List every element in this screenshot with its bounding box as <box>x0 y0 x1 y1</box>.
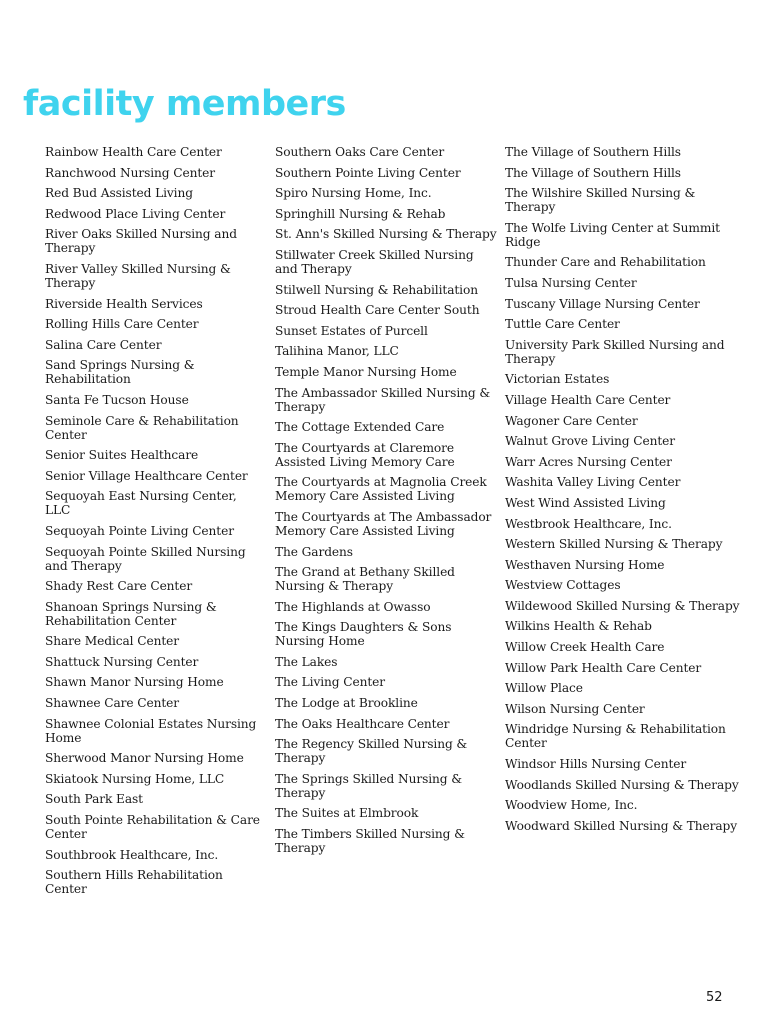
facility-name: Southbrook Healthcare, Inc. <box>45 847 219 862</box>
facility-column-3 <box>505 145 740 839</box>
facility-name: The Kings Daughters & Sons Nursing Home <box>275 620 452 649</box>
facility-name: Sand Springs Nursing & Rehabilitation <box>45 358 195 387</box>
facility-name: The Springs Skilled Nursing & Therapy <box>275 771 463 800</box>
facility-name: St. Ann's Skilled Nursing & Therapy <box>275 227 497 242</box>
facility-name: Sequoyah Pointe Living Center <box>45 523 234 538</box>
facility-name: Shawn Manor Nursing Home <box>45 675 224 690</box>
facility-name: The Ambassador Skilled Nursing & Therapy <box>275 385 491 414</box>
facility-name: Victorian Estates <box>505 372 610 387</box>
facility-name: University Park Skilled Nursing and Therapy <box>505 337 725 366</box>
facility-name: Redwood Place Living Center <box>45 206 226 221</box>
facility-name: Western Skilled Nursing & Therapy <box>505 537 723 552</box>
facility-name: Tuttle Care Center <box>505 317 620 332</box>
facility-name: Rolling Hills Care Center <box>45 317 199 332</box>
facility-name: Woodview Home, Inc. <box>505 798 638 813</box>
facility-name: Westview Cottages <box>505 578 621 593</box>
facility-name: South Pointe Rehabilitation & Care Center <box>45 813 260 842</box>
facility-name: The Lakes <box>275 654 338 669</box>
facility-name: Springhill Nursing & Rehab <box>275 206 446 221</box>
facility-column-2 <box>275 145 497 862</box>
facility-name: Windsor Hills Nursing Center <box>505 757 687 772</box>
facility-name: Warr Acres Nursing Center <box>505 454 672 469</box>
facility-name: The Village of Southern Hills <box>505 165 681 180</box>
facility-name: Willow Creek Health Care <box>505 640 665 655</box>
facility-name: The Courtyards at Claremore Assisted Living Memory Care <box>275 440 455 469</box>
facility-name: The Wilshire Skilled Nursing & Therapy <box>505 186 696 215</box>
facility-name: Wilson Nursing Center <box>505 701 645 716</box>
facility-name: Ranchwood Nursing Center <box>45 165 215 180</box>
facility-name: Willow Park Health Care Center <box>505 660 702 675</box>
facility-name: Share Medical Center <box>45 634 179 649</box>
facility-name: Thunder Care and Rehabilitation <box>505 255 706 270</box>
facility-name: Windridge Nursing & Rehabilitation Center <box>505 722 726 751</box>
facility-name: Stroud Health Care Center South <box>275 303 480 318</box>
facility-name: Shattuck Nursing Center <box>45 654 199 669</box>
facility-name: Wagoner Care Center <box>505 413 638 428</box>
facility-name: River Valley Skilled Nursing & Therapy <box>45 261 231 290</box>
facility-name: The Timbers Skilled Nursing & Therapy <box>275 827 465 856</box>
facility-name: The Cottage Extended Care <box>275 420 445 435</box>
facility-name: The Lodge at Brookline <box>275 696 418 711</box>
facility-name: Sherwood Manor Nursing Home <box>45 751 244 766</box>
facility-name: Woodward Skilled Nursing & Therapy <box>505 818 738 833</box>
facility-name: Seminole Care & Rehabilitation Center <box>45 413 239 442</box>
facility-name: Salina Care Center <box>45 337 162 352</box>
facility-name: Washita Valley Living Center <box>505 475 681 490</box>
facility-name: The Courtyards at Magnolia Creek Memory Care Assisted Living <box>275 475 487 504</box>
facility-name: Senior Village Healthcare Center <box>45 468 248 483</box>
facility-name: Wildewood Skilled Nursing & Therapy <box>505 598 740 613</box>
facility-name: The Grand at Bethany Skilled Nursing & Therapy <box>275 565 455 594</box>
facility-name: Village Health Care Center <box>505 392 671 407</box>
facility-name: Walnut Grove Living Center <box>505 434 675 449</box>
facility-name: Rainbow Health Care Center <box>45 145 222 159</box>
facility-name: River Oaks Skilled Nursing and Therapy <box>45 227 237 256</box>
facility-name: Shawnee Care Center <box>45 696 179 711</box>
facility-name: The Living Center <box>275 675 385 690</box>
facility-name: The Courtyards at The Ambassador Memory Care Assisted Living <box>275 509 492 538</box>
facility-name: The Wolfe Living Center at Summit Ridge <box>505 220 720 249</box>
facility-name: The Highlands at Owasso <box>275 599 431 614</box>
facility-name: Sequoyah East Nursing Center, LLC <box>45 489 237 518</box>
facility-name: Westhaven Nursing Home <box>505 557 665 572</box>
facility-name: Woodlands Skilled Nursing & Therapy <box>505 777 739 792</box>
facility-name: Spiro Nursing Home, Inc. <box>275 186 432 201</box>
page-title: facility members <box>23 84 346 124</box>
facility-name: Stillwater Creek Skilled Nursing and Therapy <box>275 247 474 276</box>
facility-name: The Gardens <box>275 544 353 559</box>
facility-name: Temple Manor Nursing Home <box>275 364 457 379</box>
facility-name: Westbrook Healthcare, Inc. <box>505 516 672 531</box>
facility-name: Skiatook Nursing Home, LLC <box>45 771 225 786</box>
facility-name: Shanoan Springs Nursing & Rehabilitation Center <box>45 599 217 628</box>
facility-name: Shawnee Colonial Estates Nursing Home <box>45 716 257 745</box>
facility-name: Tulsa Nursing Center <box>505 275 637 290</box>
facility-name: South Park East <box>45 792 143 807</box>
facility-name: Wilkins Health & Rehab <box>505 619 652 634</box>
facility-name: Riverside Health Services <box>45 296 203 311</box>
facility-name: The Village of Southern Hills <box>505 145 681 159</box>
facility-name: Stilwell Nursing & Rehabilitation <box>275 282 478 297</box>
facility-name: Shady Rest Care Center <box>45 579 193 594</box>
facility-name: The Suites at Elmbrook <box>275 806 419 821</box>
facility-name: Talihina Manor, LLC <box>275 344 399 359</box>
page-number: 52 <box>706 990 723 1005</box>
facility-name: Willow Place <box>505 681 583 696</box>
facility-name: Southern Pointe Living Center <box>275 165 461 180</box>
facility-name: Santa Fe Tucson House <box>45 392 189 407</box>
facility-name: The Regency Skilled Nursing & Therapy <box>275 737 468 766</box>
facility-name: West Wind Assisted Living <box>505 495 666 510</box>
facility-name: Southern Oaks Care Center <box>275 145 445 159</box>
facility-name: Sequoyah Pointe Skilled Nursing and Therapy <box>45 544 246 573</box>
facility-name: Red Bud Assisted Living <box>45 186 193 201</box>
facility-column-1 <box>45 145 265 903</box>
facility-name: Tuscany Village Nursing Center <box>505 296 700 311</box>
facility-name: The Oaks Healthcare Center <box>275 716 450 731</box>
facility-name: Senior Suites Healthcare <box>45 448 199 463</box>
facility-name: Southern Hills Rehabilitation Center <box>45 868 223 897</box>
facility-name: Sunset Estates of Purcell <box>275 323 428 338</box>
